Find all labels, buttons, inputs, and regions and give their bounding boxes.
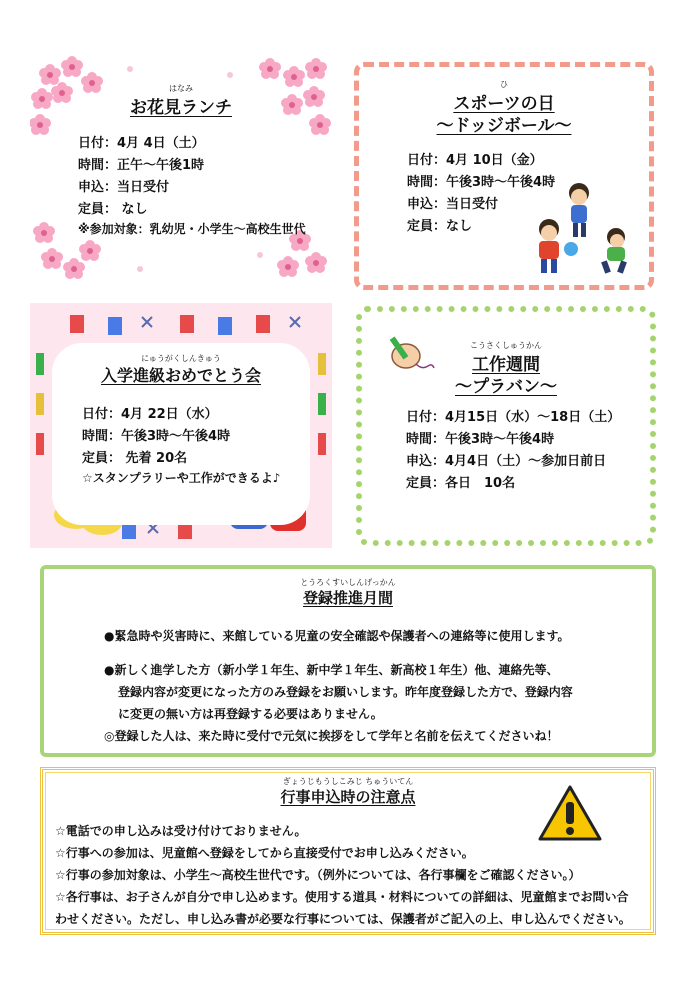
nyugaku-capacity: 定員： 先着 20名 — [82, 451, 188, 466]
sports-time: 時間：午後3時～午後4時 — [407, 175, 556, 190]
notes-line-4: ☆各行事は、お子さんが自分で申し込めます。使用する道具・材料についての詳細は、児童館までお問い合 — [55, 890, 629, 904]
hanami-title: お花見ランチ — [130, 98, 232, 118]
hanami-date: 日付：4月 4日（土） — [78, 136, 205, 151]
kosaku-subtitle: ～プラバン～ — [455, 377, 557, 397]
sports-day-box — [354, 62, 654, 290]
notes-title: 行事申込時の注意点 — [280, 788, 416, 806]
notes-title-ruby: ぎょうじもうしこみじ ちゅういてん — [282, 777, 414, 786]
nyugaku-title-ruby: にゅうがくしんきゅう — [141, 354, 221, 363]
toroku-line-1: ●緊急時や災害時に、来館している児童の安全確認や保護者への連絡等に使用します。 — [104, 629, 570, 643]
nyugaku-title: 入学進級おめでとう会 — [100, 366, 261, 385]
nyugaku-note: ☆スタンプラリーや工作ができるよ♪ — [82, 471, 281, 485]
hanami-event-box — [30, 55, 332, 283]
toroku-line-4: に変更の無い方は再登録する必要はありません。 — [118, 707, 383, 721]
toroku-line-5: ◎登録した人は、来た時に受付で元気に挨拶をして学年と名前を伝えてくださいね！ — [104, 729, 559, 743]
application-notes-box — [40, 767, 656, 935]
kosaku-application: 申込：4月4日（土）～参加日前日 — [406, 454, 607, 469]
nyugaku-time: 時間：午後3時～午後4時 — [82, 429, 231, 444]
hanami-capacity: 定員： なし — [78, 202, 148, 217]
sports-title: スポーツの日 — [453, 94, 555, 114]
hanami-title-ruby: はなみ — [169, 84, 193, 93]
kosaku-capacity: 定員：各日 10名 — [406, 476, 516, 491]
sports-subtitle: ～ドッジボール～ — [436, 116, 572, 136]
warning-icon — [537, 784, 603, 842]
hanami-target: ※参加対象：乳幼児・小学生～高校生世代 — [78, 222, 306, 236]
toroku-title: 登録推進月間 — [302, 589, 393, 607]
notes-line-2: ☆行事への参加は、児童館へ登録をしてから直接受付でお申し込みください。 — [55, 846, 474, 860]
toroku-title-ruby: とうろくすいしんげっかん — [300, 578, 396, 587]
children-dodgeball-illustration-icon — [521, 179, 641, 279]
sports-title-ruby: ひ — [500, 80, 508, 89]
kosaku-title: 工作週間 — [472, 355, 540, 375]
notes-line-5: わせください。ただし、申し込み書が必要な行事については、保護者がご記入の上、申し込んでください。 — [55, 912, 631, 926]
nyugaku-date: 日付：4月 22日（水） — [82, 407, 218, 422]
notes-line-1: ☆電話での申し込みは受け付けておりません。 — [55, 824, 307, 838]
craft-week-box — [356, 306, 656, 546]
notes-line-3: ☆行事の参加対象は、小学生～高校生世代です。（例外については、各行事欄をご確認ください。） — [55, 868, 581, 882]
hanami-application: 申込：当日受付 — [78, 180, 170, 195]
registration-month-box — [40, 565, 656, 757]
kosaku-date: 日付：4月15日（水）～18日（土） — [406, 410, 621, 425]
sports-date: 日付：4月 10日（金） — [407, 153, 543, 168]
kosaku-title-ruby: こうさくしゅうかん — [470, 341, 542, 350]
hanami-time: 時間：正午～午後1時 — [78, 158, 205, 173]
school-entry-party-box — [30, 303, 332, 548]
toroku-line-2: ●新しく進学した方（新小学１年生、新中学１年生、新高校１年生）他、連絡先等、 — [104, 663, 559, 677]
kosaku-time: 時間：午後3時～午後4時 — [406, 432, 555, 447]
sports-application: 申込：当日受付 — [407, 197, 499, 212]
toroku-line-3: 登録内容が変更になった方のみ登録をお願いします。昨年度登録した方で、登録内容 — [118, 685, 573, 699]
sports-capacity: 定員：なし — [407, 219, 473, 234]
